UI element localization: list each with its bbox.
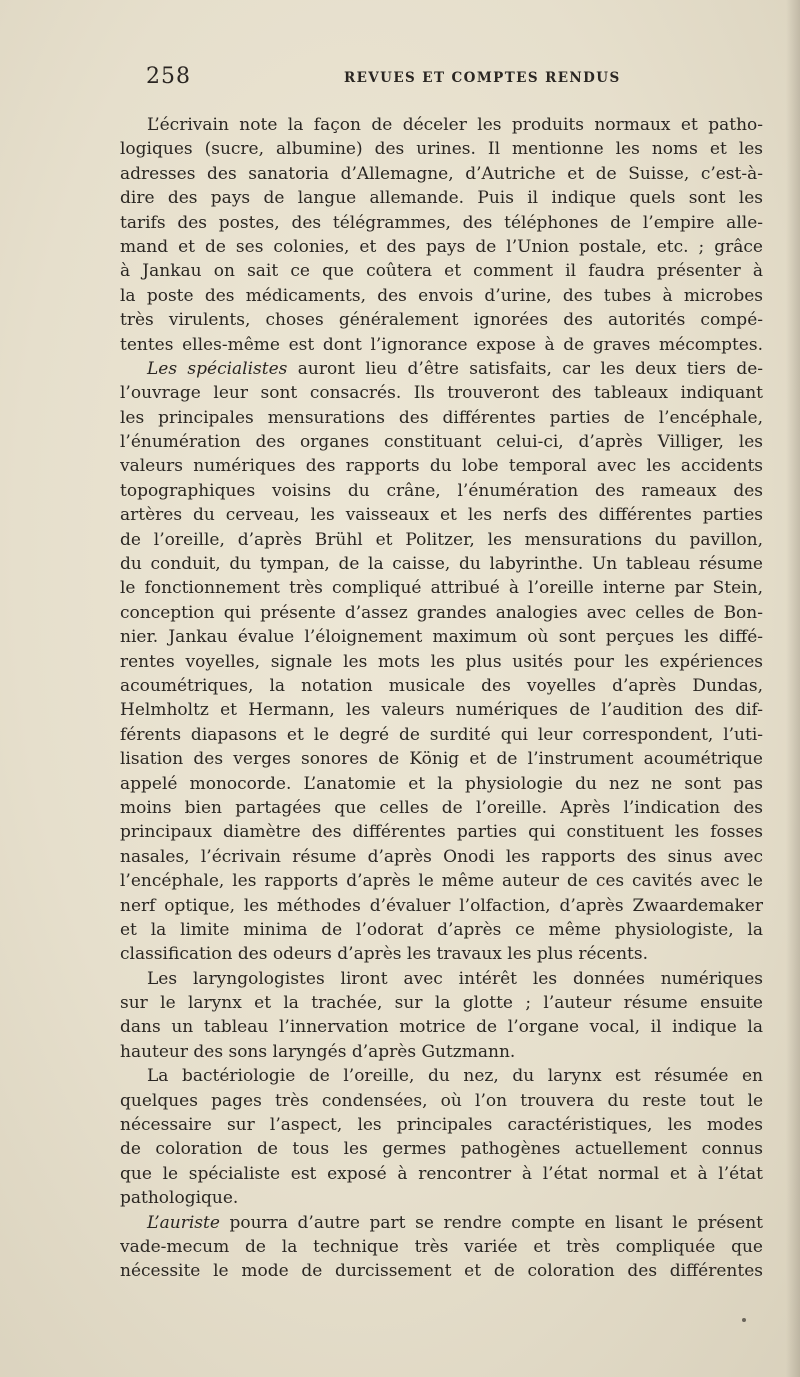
text-line: tentes elles-même est dont l’ignorance expose à de graves mécomptes. — [120, 334, 763, 355]
print-speck — [742, 1318, 746, 1322]
text-line: du conduit, du tympan, de la caisse, du labyrinthe. Un tableau résume — [120, 554, 763, 575]
text-line: à Jankau on sait ce que coûtera et comment il faudra présenter à — [120, 261, 763, 282]
binding-shadow — [786, 0, 800, 1377]
text-line: mand et de ses colonies, et des pays de l’Union postale, etc. ; grâce — [120, 236, 763, 257]
text-line: artères du cerveau, les vaisseaux et les nerfs des différentes parties — [120, 505, 763, 526]
text-line: nier. Jankau évalue l’éloignement maximum où sont perçues les diffé- — [120, 627, 763, 648]
text-line: l’énumération des organes constituant celui-ci, d’après Villiger, les — [120, 432, 763, 453]
text-line: sur le larynx et la trachée, sur la glotte ; l’auteur résume ensuite — [120, 993, 763, 1014]
text-line: la poste des médicaments, des envois d’urine, des tubes à microbes — [120, 285, 763, 306]
page-number: 258 — [146, 64, 191, 89]
text-line: tarifs des postes, des télégrammes, des téléphones de l’empire alle- — [120, 212, 763, 233]
text-line: logiques (sucre, albumine) des urines. Il mentionne les noms et les — [120, 139, 763, 160]
text-line: de coloration de tous les germes pathogènes actuellement connus — [120, 1139, 763, 1160]
text-line: l’encéphale, les rapports d’après le même auteur de ces cavités avec le — [120, 871, 763, 892]
text-line: principaux diamètre des différentes parties qui constituent les fosses — [120, 822, 763, 843]
text-run: pourra d’autre part se rendre compte en lisant le présent — [219, 1212, 763, 1233]
text-line: férents diapasons et le degré de surdité qui leur correspondent, l’uti- — [120, 724, 763, 745]
text-line: conception qui présente d’assez grandes analogies avec celles de Bon- — [120, 602, 763, 623]
page-header — [146, 64, 786, 94]
text-line: La bactériologie de l’oreille, du nez, du larynx est résumée en — [147, 1066, 763, 1087]
text-line: dans un tableau l’innervation motrice de l’organe vocal, il indique la — [120, 1017, 763, 1038]
text-line: nécessite le mode de durcissement et de coloration des différentes — [120, 1261, 763, 1282]
text-line: nécessaire sur l’aspect, les principales caractéristiques, les modes — [120, 1115, 763, 1136]
text-line: topographiques voisins du crâne, l’énumération des rameaux des — [120, 480, 763, 501]
text-line: Les laryngologistes liront avec intérêt les données numériques — [147, 968, 763, 989]
text-line: nerf optique, les méthodes d’évaluer l’olfaction, d’après Zwaardemaker — [120, 895, 763, 916]
text-line: dire des pays de langue allemande. Puis il indique quels sont les — [120, 188, 763, 209]
text-line: Helmholtz et Hermann, les valeurs numériques de l’audition des dif- — [120, 700, 763, 721]
text-line: nasales, l’écrivain résume d’après Onodi les rapports des sinus avec — [120, 846, 763, 867]
text-line: appelé monocorde. L’anatomie et la physiologie du nez ne sont pas — [120, 773, 763, 794]
text-line: le fonctionnement très compliqué attribué à l’oreille interne par Stein, — [120, 578, 763, 599]
text-run: auront lieu d’être satisfaits, car les deux tiers de- — [287, 358, 763, 379]
text-line: lisation des verges sonores de König et de l’instrument acoumétrique — [120, 749, 763, 770]
italic-term: Les spécialistes — [147, 358, 288, 379]
text-line: quelques pages très condensées, où l’on trouvera du reste tout le — [120, 1090, 763, 1111]
running-head: REVUES ET COMPTES RENDUS — [344, 70, 621, 86]
text-line: pathologique. — [120, 1188, 239, 1209]
text-line: acoumétriques, la notation musicale des voyelles d’après Dundas, — [120, 675, 763, 696]
text-line: rentes voyelles, signale les mots les plus usités pour les expériences — [120, 651, 763, 672]
text-line: de l’oreille, d’après Brühl et Politzer, les mensurations du pavillon, — [120, 529, 763, 550]
text-line: et la limite minima de l’odorat d’après ce même physiologiste, la — [120, 919, 763, 940]
italic-term: L’auriste — [147, 1212, 220, 1233]
text-line: adresses des sanatoria d’Allemagne, d’Autriche et de Suisse, c’est-à- — [120, 163, 763, 184]
body-text — [120, 113, 763, 1284]
text-line: classification des odeurs d’après les travaux les plus récents. — [120, 944, 648, 965]
text-line: très virulents, choses généralement ignorées des autorités compé- — [120, 310, 763, 331]
text-line: valeurs numériques des rapports du lobe temporal avec les accidents — [120, 456, 763, 477]
text-line: L’écrivain note la façon de déceler les produits normaux et patho- — [147, 115, 763, 135]
text-line: l’ouvrage leur sont consacrés. Ils trouveront des tableaux indiquant — [120, 383, 763, 404]
text-line: moins bien partagées que celles de l’oreille. Après l’indication des — [120, 797, 763, 818]
text-line: vade-mecum de la technique très variée et très compliquée que — [120, 1236, 763, 1257]
text-line: les principales mensurations des différentes parties de l’encéphale, — [120, 407, 763, 428]
text-line: hauteur des sons laryngés d’après Gutzmann. — [120, 1041, 516, 1062]
text-line — [120, 1211, 763, 1235]
text-line — [120, 357, 763, 381]
text-line: que le spécialiste est exposé à rencontrer à l’état normal et à l’état — [120, 1163, 763, 1184]
